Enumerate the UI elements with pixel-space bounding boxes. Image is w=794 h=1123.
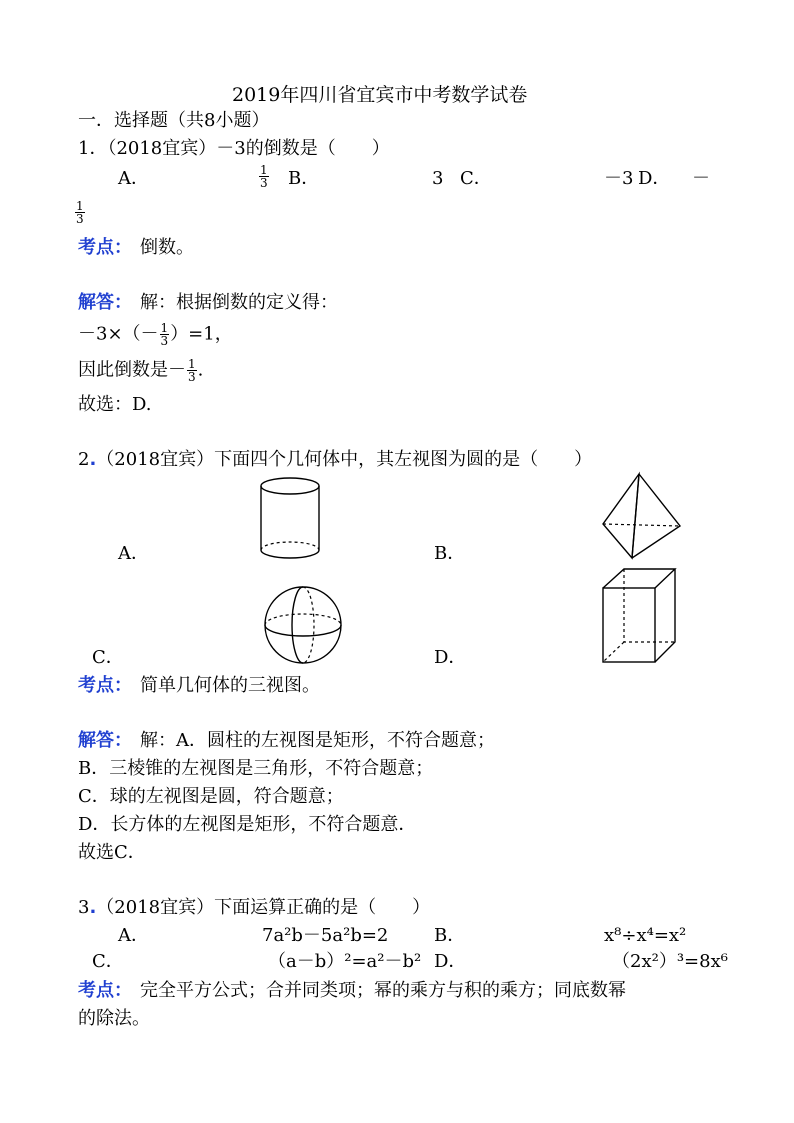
q1-line3-denominator: 3	[188, 370, 196, 384]
q2-jieda-line-b: B．三棱锥的左视图是三角形，不符合题意；	[78, 758, 434, 779]
q3-option-a-label: A．	[118, 925, 149, 946]
q2-jieda-line-d: D．长方体的左视图是矩形，不符合题意．	[78, 814, 417, 835]
q3-option-c-label: C．	[92, 951, 124, 972]
q1-d-denominator: 3	[76, 212, 84, 226]
q3-kaodian-text: 完全平方公式；合并同类项；幂的乘方与积的乘方；同底数幂	[140, 980, 626, 1001]
q1-line2-numerator: 1	[160, 321, 169, 335]
q1-option-d-label: D．	[638, 168, 671, 189]
q3-option-b-label: B．	[434, 925, 466, 946]
q3-stem	[78, 899, 430, 917]
q3-number: 3	[78, 897, 90, 918]
q2-jieda-line-a: 解：A．圆柱的左视图是矩形，不符合题意；	[140, 730, 495, 751]
q3-option-c-expr: （a－b）²=a²－b²	[268, 951, 422, 972]
q2-kaodian-label: 考点：	[78, 675, 132, 696]
q3-kaodian-label: 考点：	[78, 980, 132, 1001]
q1-kaodian-label: 考点：	[78, 237, 132, 258]
q2-answer: 故选C．	[78, 842, 146, 863]
q1-option-d-fraction	[74, 200, 86, 225]
q2-stem-text: （2018宜宾）下面四个几何体中，其左视图为圆的是（ ）	[96, 449, 593, 470]
q2-option-b: B．	[434, 543, 466, 564]
q1-option-a-label: A．	[118, 168, 149, 189]
q1-line3-suffix: .	[197, 359, 204, 381]
q3-kaodian-text-cont: 的除法。	[78, 1008, 150, 1029]
q1-d-numerator: 1	[76, 199, 84, 213]
q3-stem-text: （2018宜宾）下面运算正确的是（ ）	[96, 897, 431, 918]
cuboid-figure	[600, 566, 678, 666]
q2-jieda-line-c: C．球的左视图是圆，符合题意；	[78, 786, 344, 807]
page-title: 2019年四川省宜宾市中考数学试卷	[232, 84, 528, 106]
pyramid-figure	[598, 472, 684, 562]
q1-a-numerator: 1	[260, 163, 268, 177]
q1-kaodian-text: 倒数。	[140, 237, 194, 258]
q1-option-a-fraction	[258, 164, 270, 189]
q1-option-c-value: －3	[604, 168, 634, 189]
q1-jieda-line3	[78, 358, 203, 383]
cylinder-figure	[258, 476, 322, 560]
q2-kaodian-text: 简单几何体的三视图。	[140, 675, 320, 696]
q2-option-c: C．	[92, 647, 124, 668]
q2-jieda-label: 解答：	[78, 730, 132, 751]
q2-dot: .	[89, 449, 97, 470]
q1-a-denominator: 3	[260, 176, 268, 190]
q1-line3-numerator: 1	[188, 357, 196, 371]
q1-jieda-line1: 解：根据倒数的定义得：	[140, 292, 338, 313]
q3-dot: .	[89, 897, 97, 918]
q1-option-b-label: B．	[288, 168, 320, 189]
q1-line2-denominator: 3	[160, 334, 169, 348]
q2-option-a: A．	[118, 543, 149, 564]
q1-line2-prefix: －3×（－	[78, 323, 159, 345]
q1-line3-prefix: 因此倒数是－	[78, 359, 186, 381]
section-heading: 一．选择题（共8小题）	[78, 110, 270, 131]
q1-line2-suffix: ）=1，	[170, 323, 233, 345]
q1-jieda-label: 解答：	[78, 292, 132, 313]
q1-option-d-minus: －	[692, 168, 710, 189]
q1-answer: 故选：D.	[78, 394, 152, 415]
sphere-figure	[262, 584, 344, 666]
q3-option-b-expr: x⁸÷x⁴=x²	[604, 925, 687, 946]
q1-option-c-label: C．	[460, 168, 492, 189]
q2-stem	[78, 451, 592, 469]
q3-option-d-expr: （2x²）³=8x⁶	[612, 951, 728, 972]
q2-number: 2	[78, 449, 90, 470]
q1-jieda-line2	[78, 322, 233, 347]
q2-option-d: D．	[434, 647, 467, 668]
q3-option-d-label: D．	[434, 951, 467, 972]
q1-stem: 1．（2018宜宾）－3的倒数是（ ）	[78, 138, 390, 159]
q3-option-a-expr: 7a²b－5a²b=2	[262, 925, 389, 946]
q1-option-b-value: 3	[432, 168, 444, 189]
